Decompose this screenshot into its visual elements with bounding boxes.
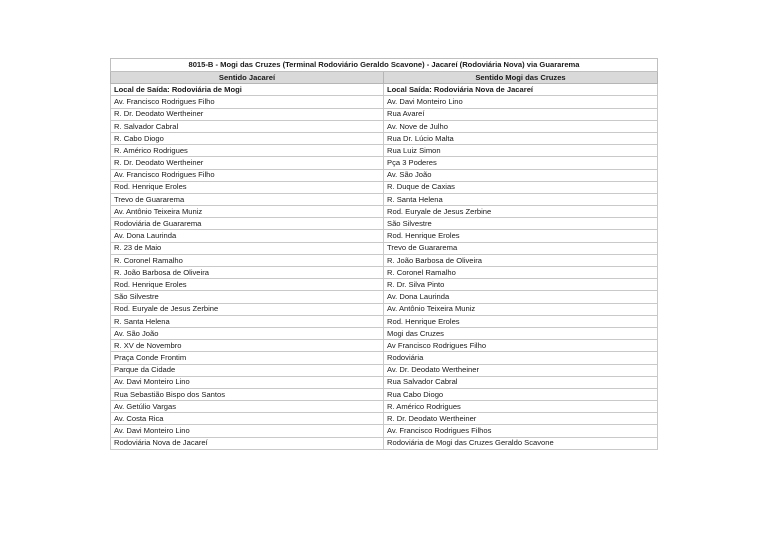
stop-mogi: São Silvestre	[384, 218, 658, 230]
stop-row	[111, 413, 658, 425]
route-table	[110, 58, 658, 450]
stop-mogi: Av. Antônio Teixeira Muniz	[384, 303, 658, 315]
stop-mogi: R. Coronel Ramalho	[384, 267, 658, 279]
stop-jacarei: Rodoviária de Guararema	[111, 218, 384, 230]
start-location-jacarei: Local de Saída: Rodoviária de Mogi	[111, 84, 384, 96]
route-title: 8015-B - Mogi das Cruzes (Terminal Rodoviário Geraldo Scavone) - Jacareí (Rodoviária Nova) via Guararema	[111, 59, 658, 72]
stop-jacarei: Av. Getúlio Vargas	[111, 401, 384, 413]
stop-jacarei: Av. Costa Rica	[111, 413, 384, 425]
stop-row	[111, 108, 658, 120]
start-location-mogi: Local Saída: Rodoviária Nova de Jacareí	[384, 84, 658, 96]
stop-mogi: R. Américo Rodrigues	[384, 401, 658, 413]
stop-jacarei: Rod. Euryale de Jesus Zerbine	[111, 303, 384, 315]
stop-jacarei: Rod. Henrique Eroles	[111, 181, 384, 193]
stop-row	[111, 352, 658, 364]
stop-row	[111, 437, 658, 449]
stop-row	[111, 96, 658, 108]
stop-mogi: Rua Luiz Simon	[384, 145, 658, 157]
route-sheet	[110, 58, 657, 450]
stop-row	[111, 218, 658, 230]
stop-row	[111, 340, 658, 352]
stop-row	[111, 193, 658, 205]
stop-mogi: Rodoviária de Mogi das Cruzes Geraldo Scavone	[384, 437, 658, 449]
stop-jacarei: R. Dr. Deodato Wertheiner	[111, 108, 384, 120]
title-row	[111, 59, 658, 72]
stop-mogi: R. João Barbosa de Oliveira	[384, 254, 658, 266]
stop-row	[111, 291, 658, 303]
stop-mogi: R. Dr. Silva Pinto	[384, 279, 658, 291]
stop-jacarei: Rod. Henrique Eroles	[111, 279, 384, 291]
stop-mogi: Rua Dr. Lúcio Malta	[384, 132, 658, 144]
stop-jacarei: Praça Conde Frontim	[111, 352, 384, 364]
stop-jacarei: R. 23 de Maio	[111, 242, 384, 254]
stop-row	[111, 376, 658, 388]
stop-jacarei: R. Salvador Cabral	[111, 120, 384, 132]
stop-mogi: Rua Salvador Cabral	[384, 376, 658, 388]
stop-mogi: Av. Dr. Deodato Wertheiner	[384, 364, 658, 376]
stop-mogi: Av. Francisco Rodrigues Filhos	[384, 425, 658, 437]
stop-row	[111, 388, 658, 400]
stop-row	[111, 425, 658, 437]
stop-jacarei: Av. Dona Laurinda	[111, 230, 384, 242]
stop-jacarei: Av. Davi Monteiro Lino	[111, 376, 384, 388]
stop-row	[111, 157, 658, 169]
stop-row	[111, 364, 658, 376]
stop-jacarei: R. Américo Rodrigues	[111, 145, 384, 157]
stop-mogi: R. Duque de Caxias	[384, 181, 658, 193]
stop-mogi: Av. Davi Monteiro Lino	[384, 96, 658, 108]
stop-jacarei: Av. São João	[111, 327, 384, 339]
stop-mogi: Av. Dona Laurinda	[384, 291, 658, 303]
start-row	[111, 84, 658, 96]
stop-row	[111, 206, 658, 218]
stop-row	[111, 169, 658, 181]
stop-jacarei: R. João Barbosa de Oliveira	[111, 267, 384, 279]
stop-jacarei: Rua Sebastião Bispo dos Santos	[111, 388, 384, 400]
stop-mogi: R. Santa Helena	[384, 193, 658, 205]
stop-jacarei: R. Santa Helena	[111, 315, 384, 327]
stop-row	[111, 132, 658, 144]
direction-header-mogi: Sentido Mogi das Cruzes	[384, 72, 658, 84]
stop-mogi: Rod. Euryale de Jesus Zerbine	[384, 206, 658, 218]
stop-row	[111, 254, 658, 266]
direction-header-jacarei: Sentido Jacareí	[111, 72, 384, 84]
stop-jacarei: R. Dr. Deodato Wertheiner	[111, 157, 384, 169]
stop-mogi: Av Francisco Rodrigues Filho	[384, 340, 658, 352]
stop-mogi: Av. São João	[384, 169, 658, 181]
stop-jacarei: Av. Antônio Teixeira Muniz	[111, 206, 384, 218]
stop-jacarei: Av. Francisco Rodrigues Filho	[111, 96, 384, 108]
stop-row	[111, 315, 658, 327]
stop-jacarei: Trevo de Guararema	[111, 193, 384, 205]
stop-row	[111, 120, 658, 132]
stop-jacarei: R. Coronel Ramalho	[111, 254, 384, 266]
stop-mogi: Rodoviária	[384, 352, 658, 364]
stop-row	[111, 145, 658, 157]
stop-jacarei: Av. Davi Monteiro Lino	[111, 425, 384, 437]
route-stops	[111, 84, 658, 450]
stop-mogi: Pça 3 Poderes	[384, 157, 658, 169]
stop-jacarei: Rodoviária Nova de Jacareí	[111, 437, 384, 449]
stop-mogi: Rod. Henrique Eroles	[384, 230, 658, 242]
stop-row	[111, 327, 658, 339]
stop-mogi: Mogi das Cruzes	[384, 327, 658, 339]
stop-mogi: R. Dr. Deodato Wertheiner	[384, 413, 658, 425]
stop-jacarei: Av. Francisco Rodrigues Filho	[111, 169, 384, 181]
stop-row	[111, 230, 658, 242]
stop-row	[111, 303, 658, 315]
stop-row	[111, 267, 658, 279]
stop-mogi: Rua Avareí	[384, 108, 658, 120]
stop-mogi: Av. Nove de Julho	[384, 120, 658, 132]
stop-mogi: Rod. Henrique Eroles	[384, 315, 658, 327]
stop-row	[111, 181, 658, 193]
direction-header-row	[111, 72, 658, 84]
stop-jacarei: São Silvestre	[111, 291, 384, 303]
stop-mogi: Trevo de Guararema	[384, 242, 658, 254]
stop-row	[111, 242, 658, 254]
stop-jacarei: Parque da Cidade	[111, 364, 384, 376]
stop-jacarei: R. XV de Novembro	[111, 340, 384, 352]
stop-mogi: Rua Cabo Diogo	[384, 388, 658, 400]
stop-row	[111, 401, 658, 413]
stop-jacarei: R. Cabo Diogo	[111, 132, 384, 144]
stop-row	[111, 279, 658, 291]
